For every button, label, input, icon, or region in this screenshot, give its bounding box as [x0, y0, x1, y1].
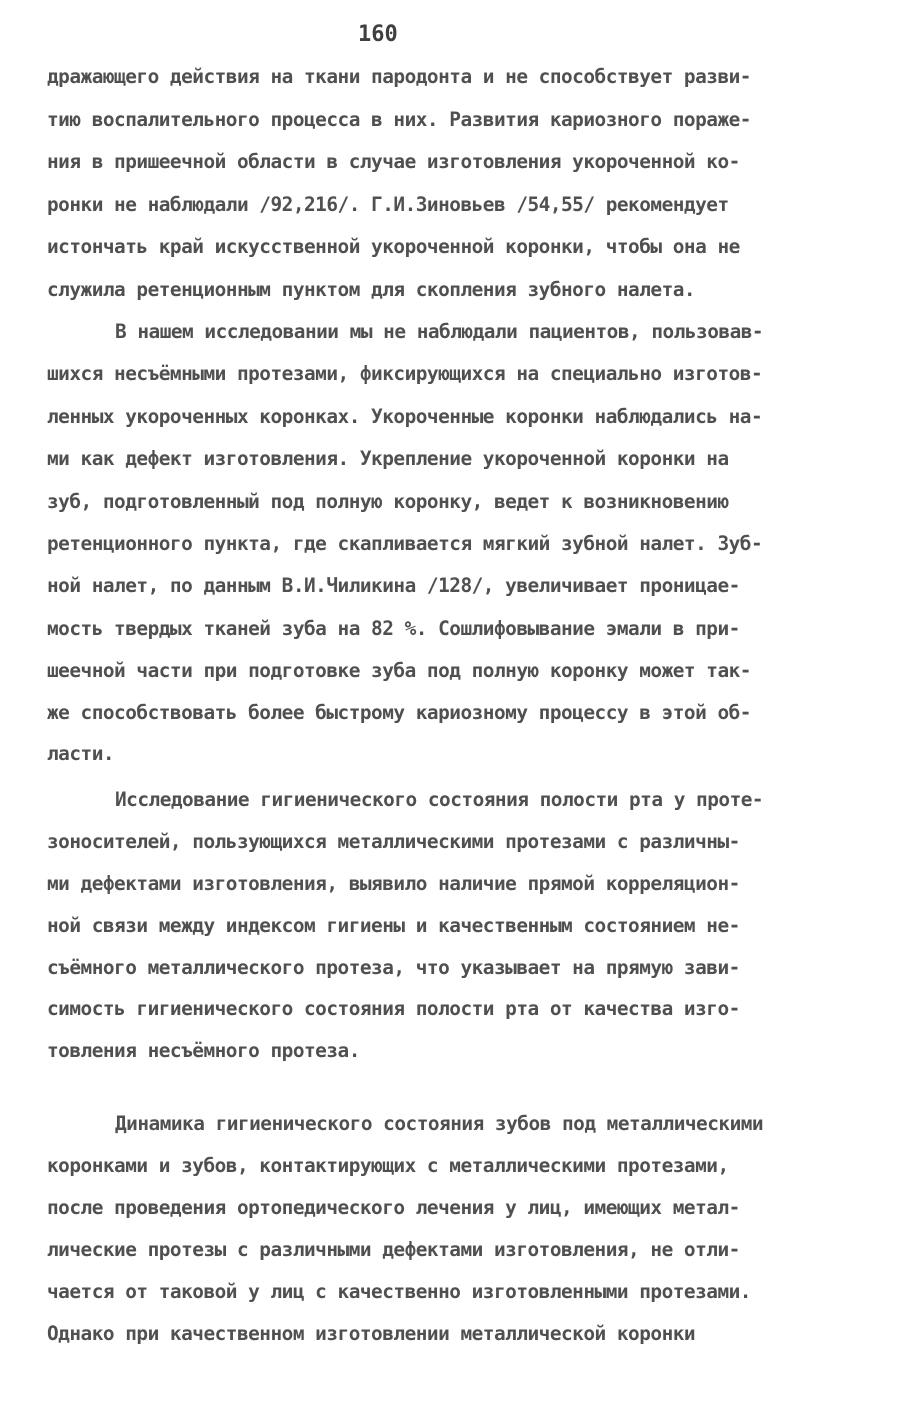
page-number: 160: [358, 22, 398, 47]
text-line: лические протезы с различными дефектами изготовления, не отли-: [47, 1238, 740, 1261]
text-line: ния в пришеечной области в случае изготовления укороченной ко-: [47, 150, 740, 173]
text-line: ласти.: [47, 742, 115, 765]
text-line: зоносителей, пользующихся металлическими протезами с различны-: [47, 830, 740, 853]
text-line: товления несъёмного протеза.: [47, 1039, 360, 1062]
text-line: шеечной части при подготовке зуба под полную коронку может так-: [47, 659, 751, 682]
text-line: ной связи между индексом гигиены и качественным состоянием не-: [47, 914, 740, 937]
text-line: ленных укороченных коронках. Укороченные коронки наблюдались на-: [47, 405, 763, 428]
text-line: тию воспалительного процесса в них. Развития кариозного пораже-: [47, 108, 751, 131]
paragraph-first-line: Исследование гигиенического состояния полости рта у проте-: [115, 788, 764, 811]
text-line: служила ретенционным пунктом для скопления зубного налета.: [47, 278, 696, 301]
text-line: зуб, подготовленный под полную коронку, ведет к возникновению: [47, 490, 729, 513]
text-line: ми как дефект изготовления. Укрепление укороченной коронки на: [47, 447, 729, 470]
text-line: коронками и зубов, контактирующих с металлическими протезами,: [47, 1154, 729, 1177]
text-line: шихся несъёмными протезами, фиксирующихся на специально изготов-: [47, 362, 763, 385]
paragraph-first-line: Динамика гигиенического состояния зубов под металлическими: [115, 1112, 764, 1135]
text-line: истончать край искусственной укороченной коронки, чтобы она не: [47, 235, 740, 258]
text-line: мость твердых тканей зуба на 82 %. Сошлифовывание эмали в при-: [47, 617, 740, 640]
text-line: после проведения ортопедического лечения у лиц, имеющих метал-: [47, 1196, 740, 1219]
text-line: ретенционного пункта, где скапливается мягкий зубной налет. Зуб-: [47, 532, 763, 555]
text-line: съёмного металлического протеза, что указывает на прямую зави-: [47, 956, 740, 979]
text-line: ронки не наблюдали /92,216/. Г.И.Зиновьев /54,55/ рекомендует: [47, 193, 729, 216]
paragraph-first-line: В нашем исследовании мы не наблюдали пациентов, пользовав-: [115, 320, 764, 343]
text-line: ми дефектами изготовления, выявило наличие прямой корреляцион-: [47, 872, 740, 895]
text-line: ной налет, по данным В.И.Чиликина /128/, увеличивает проницае-: [47, 574, 740, 597]
text-line: Однако при качественном изготовлении металлической коронки: [47, 1322, 696, 1345]
text-line: дражающего действия на ткани пародонта и не способствует разви-: [47, 65, 751, 88]
text-line: же способствовать более быстрому кариозному процессу в этой об-: [47, 701, 751, 724]
text-line: симость гигиенического состояния полости рта от качества изго-: [47, 997, 740, 1020]
text-line: чается от таковой у лиц с качественно изготовленными протезами.: [47, 1280, 751, 1303]
